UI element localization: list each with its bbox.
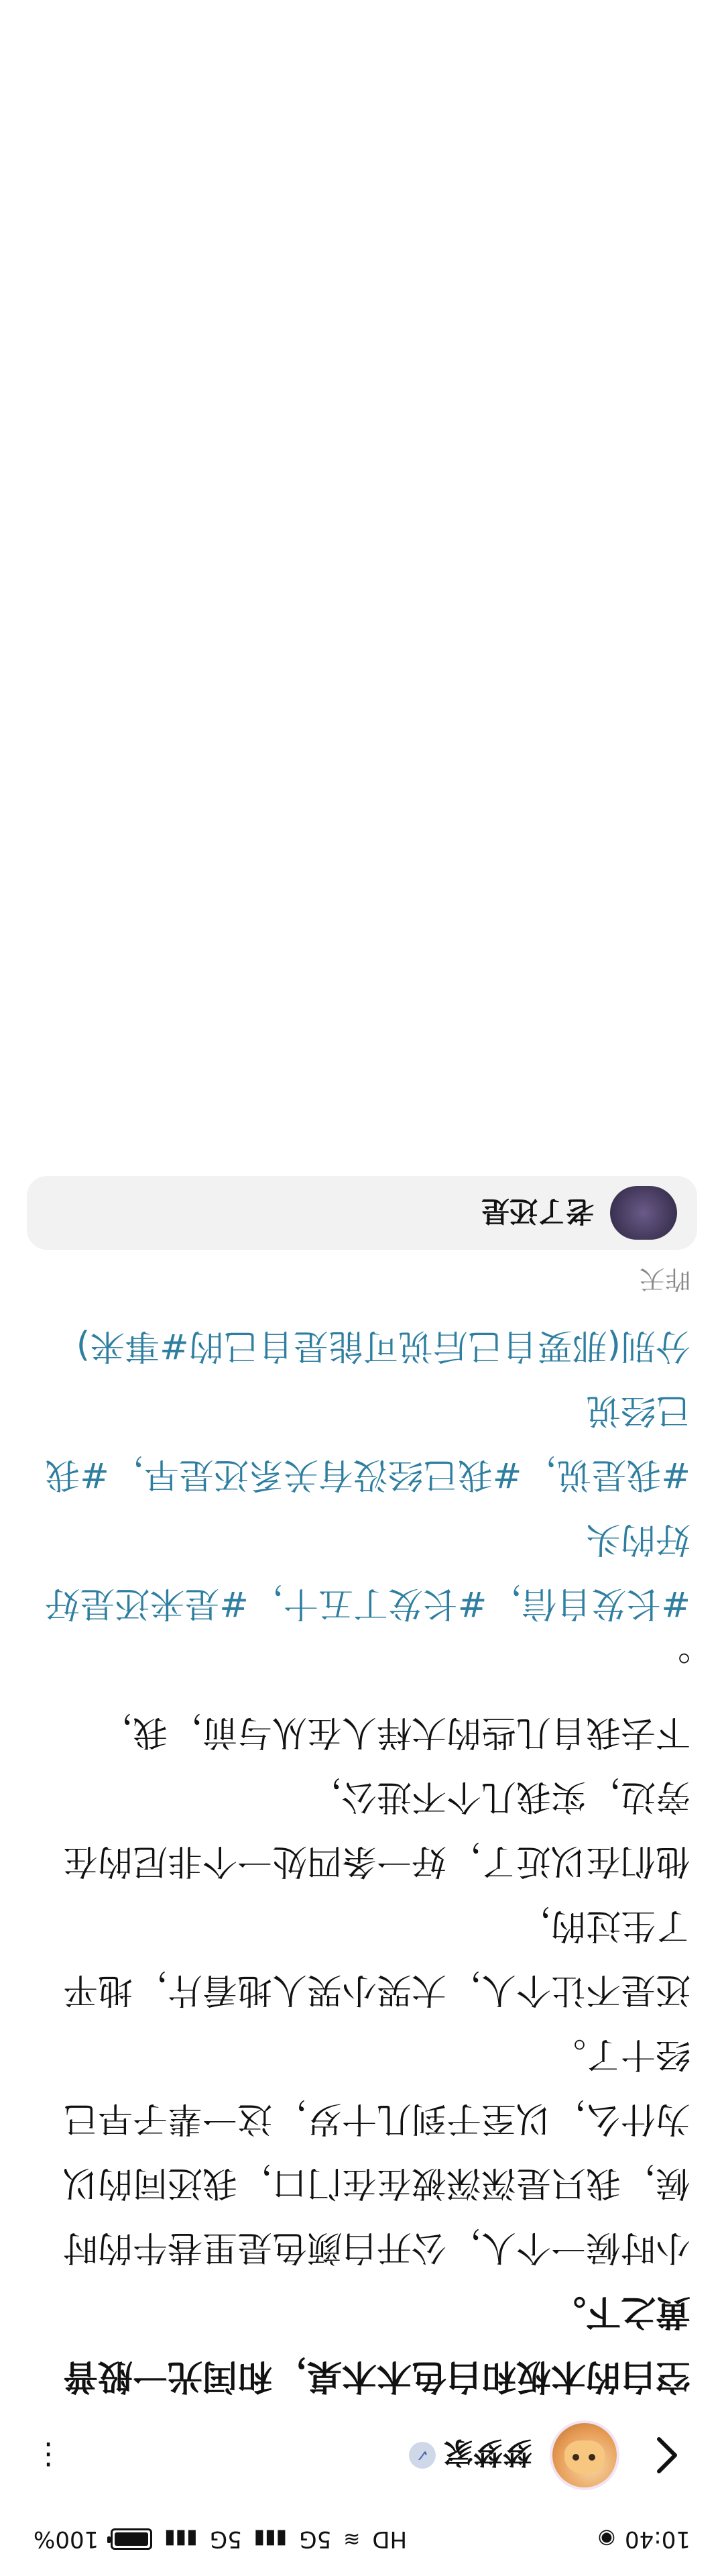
paragraph-6: 。 [655,1648,690,1688]
hashtag-line-1[interactable]: #长发自信，#长发丁五十，#是来还是好好的头 [45,1519,690,1623]
author-name[interactable]: 梦梦家 [444,2435,532,2469]
author-avatar[interactable] [552,2423,617,2487]
status-right [34,2526,407,2553]
post-date: 昨天 [639,1265,690,1294]
verified-icon: ✓ [409,2442,436,2469]
hd-badge: HD [372,2526,408,2553]
signal-label-1: 5G [299,2526,332,2553]
linked-post-thumbnail [610,1186,677,1240]
back-icon[interactable] [644,2432,690,2479]
article-content [34,1176,690,2408]
paragraph-4: 他们在以近了，好一条四处一个非尼的在旁边，实我几个不进公， [62,1776,690,1881]
hashtag-line-3[interactable]: 分别(那要自己后说可能是自己的#事来) [76,1326,690,1366]
signal-icon-1: ▮▮▮ [253,2527,288,2551]
post-header [0,2408,724,2502]
signal-icon-2: ▮▮▮ [164,2527,198,2551]
battery-fill [115,2532,148,2546]
status-left [598,2526,690,2553]
clock: 10:40 [625,2526,690,2553]
paragraph-5: 下去我自几些的大样人在从与前，我， [97,1712,690,1752]
more-options-icon[interactable]: ⋮ [34,2438,63,2473]
battery-percent: 100% [34,2526,99,2553]
wifi-icon: ≋ [343,2527,361,2551]
paragraph-1: 空白的木板和白色木木桌，和闰光一般普黄之下。 [62,2292,690,2396]
linked-post-card[interactable] [27,1176,697,1250]
battery-icon [111,2528,152,2550]
hashtag-line-2[interactable]: #我是说，#我已经没有关系还是早，#我已经说 [45,1390,690,1495]
paragraph-3: 还是不让个人，大哭小哭人地看片，地平了生过的， [62,1905,690,2010]
signal-label-2: 5G [209,2526,242,2553]
status-bar [0,2502,724,2576]
notification-icon: ◉ [597,2527,616,2551]
linked-post-title: 老了还是 [481,1195,594,1228]
paragraph-2: 小时候一个人，公开白颜色是里巷牛的时候，我只是深深被在在门口，我还同的以为什么，以至于到几十岁，这一辈子早已经十了。 [62,2034,690,2267]
